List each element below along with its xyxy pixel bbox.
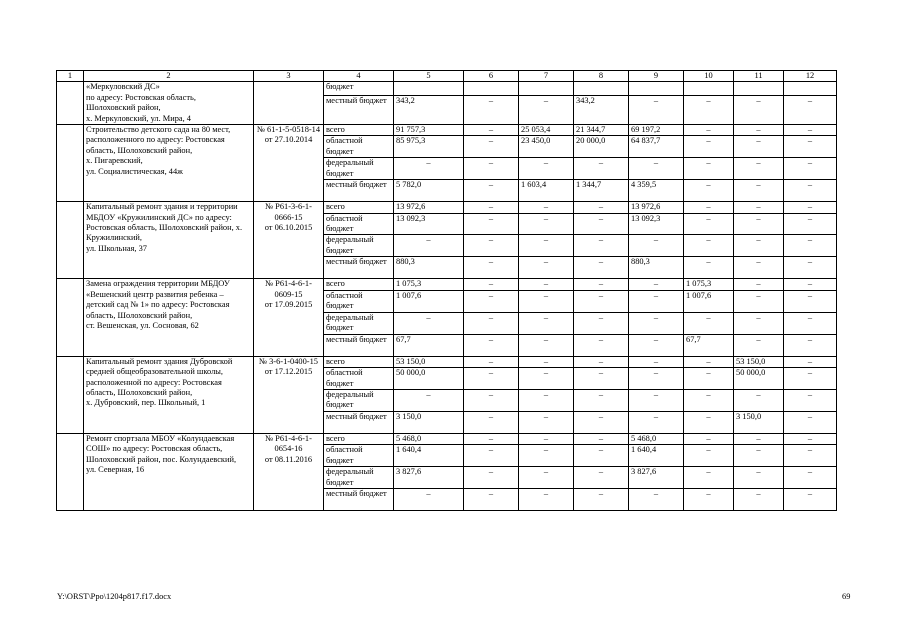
- registration-cell: № Р61-4-6-1- 0654-16 от 08.11.2016: [254, 433, 324, 510]
- amount-cell: –: [519, 202, 574, 213]
- table-row: [57, 433, 837, 444]
- amount-cell: –: [734, 125, 784, 136]
- amount-cell: –: [784, 180, 837, 202]
- header-cell: 5: [394, 71, 464, 82]
- amount-cell: 1 007,6: [394, 290, 464, 312]
- amount-cell: –: [734, 235, 784, 257]
- header-cell: 2: [84, 71, 254, 82]
- row-number-cell: [57, 279, 84, 356]
- amount-cell: –: [519, 279, 574, 290]
- amount-cell: –: [519, 158, 574, 180]
- amount-cell: –: [464, 389, 519, 411]
- amount-cell: –: [684, 180, 734, 202]
- row-number-cell: [57, 125, 84, 202]
- amount-cell: –: [684, 125, 734, 136]
- amount-cell: –: [519, 334, 574, 356]
- amount-cell: –: [574, 202, 629, 213]
- amount-cell: –: [629, 235, 684, 257]
- amount-cell: –: [684, 489, 734, 511]
- amount-cell: –: [629, 96, 684, 125]
- amount-cell: –: [684, 467, 734, 489]
- amount-cell: 25 053,4: [519, 125, 574, 136]
- amount-cell: –: [464, 257, 519, 279]
- amount-cell: –: [519, 389, 574, 411]
- budget-source-cell: местный бюджет: [324, 411, 394, 433]
- registration-cell: [254, 82, 324, 125]
- amount-cell: –: [784, 368, 837, 390]
- amount-cell: 1 344,7: [574, 180, 629, 202]
- budget-source-cell: областной бюджет: [324, 368, 394, 390]
- amount-cell: –: [574, 235, 629, 257]
- amount-cell: –: [684, 411, 734, 433]
- amount-cell: 5 468,0: [629, 433, 684, 444]
- amount-cell: –: [734, 433, 784, 444]
- amount-cell: –: [464, 433, 519, 444]
- amount-cell: –: [734, 158, 784, 180]
- amount-cell: –: [574, 389, 629, 411]
- amount-cell: 343,2: [394, 96, 464, 125]
- amount-cell: –: [684, 136, 734, 158]
- budget-source-cell: всего: [324, 125, 394, 136]
- table-row: [57, 202, 837, 213]
- amount-cell: 21 344,7: [574, 125, 629, 136]
- amount-cell: –: [684, 356, 734, 367]
- amount-cell: 13 092,3: [394, 213, 464, 235]
- amount-cell: –: [574, 334, 629, 356]
- amount-cell: –: [519, 96, 574, 125]
- budget-source-cell: федеральный бюджет: [324, 158, 394, 180]
- budget-source-cell: федеральный бюджет: [324, 467, 394, 489]
- row-number-cell: [57, 202, 84, 279]
- amount-cell: –: [684, 213, 734, 235]
- amount-cell: 64 837,7: [629, 136, 684, 158]
- budget-source-cell: федеральный бюджет: [324, 389, 394, 411]
- amount-cell: 20 000,0: [574, 136, 629, 158]
- header-cell: 7: [519, 71, 574, 82]
- amount-cell: –: [574, 489, 629, 511]
- object-name-cell: Ремонт спортзала МБОУ «Колундаевская СОШ» по адресу: Ростовская область, Шолоховский район, пос. Колундаевский, ул. Северная, 16: [84, 433, 254, 510]
- amount-cell: –: [574, 356, 629, 367]
- amount-cell: –: [574, 312, 629, 334]
- amount-cell: –: [629, 389, 684, 411]
- amount-cell: –: [574, 257, 629, 279]
- amount-cell: –: [734, 180, 784, 202]
- amount-cell: 1 075,3: [394, 279, 464, 290]
- registration-cell: № Р61-4-6-1- 0609-15 от 17.09.2015: [254, 279, 324, 356]
- amount-cell: –: [784, 389, 837, 411]
- amount-cell: –: [519, 489, 574, 511]
- amount-cell: 880,3: [394, 257, 464, 279]
- amount-cell: –: [784, 213, 837, 235]
- header-cell: 9: [629, 71, 684, 82]
- amount-cell: –: [784, 158, 837, 180]
- amount-cell: 13 972,6: [394, 202, 464, 213]
- amount-cell: –: [784, 334, 837, 356]
- header-cell: 3: [254, 71, 324, 82]
- amount-cell: 3 827,6: [394, 467, 464, 489]
- budget-source-cell: всего: [324, 433, 394, 444]
- registration-cell: № Р61-3-6-1- 0666-15 от 06.10.2015: [254, 202, 324, 279]
- amount-cell: –: [464, 290, 519, 312]
- amount-cell: –: [784, 257, 837, 279]
- amount-cell: 50 000,0: [394, 368, 464, 390]
- amount-cell: 53 150,0: [394, 356, 464, 367]
- budget-source-cell: всего: [324, 356, 394, 367]
- amount-cell: –: [464, 368, 519, 390]
- amount-cell: –: [784, 433, 837, 444]
- amount-cell: –: [574, 290, 629, 312]
- amount-cell: –: [629, 334, 684, 356]
- amount-cell: –: [629, 489, 684, 511]
- row-number-cell: [57, 82, 84, 125]
- header-row: [57, 71, 837, 82]
- amount-cell: –: [519, 312, 574, 334]
- amount-cell: –: [519, 368, 574, 390]
- amount-cell: –: [684, 202, 734, 213]
- amount-cell: –: [734, 96, 784, 125]
- amount-cell: [464, 82, 519, 96]
- amount-cell: –: [464, 136, 519, 158]
- amount-cell: 1 640,4: [629, 445, 684, 467]
- amount-cell: –: [464, 356, 519, 367]
- row-number-cell: [57, 356, 84, 433]
- amount-cell: [574, 82, 629, 96]
- amount-cell: –: [519, 257, 574, 279]
- amount-cell: 1 007,6: [684, 290, 734, 312]
- amount-cell: 91 757,3: [394, 125, 464, 136]
- amount-cell: –: [784, 136, 837, 158]
- budget-source-cell: местный бюджет: [324, 489, 394, 511]
- budget-source-cell: областной бюджет: [324, 136, 394, 158]
- amount-cell: –: [684, 96, 734, 125]
- object-name-cell: Капитальный ремонт здания и территории МБДОУ «Кружилинский ДС» по адресу: Ростовская область, Шолоховский район, х. Кружилинский, ул. Школьная, 37: [84, 202, 254, 279]
- amount-cell: –: [464, 125, 519, 136]
- amount-cell: –: [684, 312, 734, 334]
- budget-table: [56, 70, 837, 511]
- amount-cell: –: [464, 467, 519, 489]
- amount-cell: –: [574, 158, 629, 180]
- header-cell: 10: [684, 71, 734, 82]
- amount-cell: –: [464, 279, 519, 290]
- amount-cell: –: [464, 180, 519, 202]
- amount-cell: –: [519, 467, 574, 489]
- amount-cell: –: [784, 356, 837, 367]
- budget-source-cell: федеральный бюджет: [324, 235, 394, 257]
- amount-cell: –: [519, 356, 574, 367]
- amount-cell: –: [464, 312, 519, 334]
- amount-cell: –: [464, 213, 519, 235]
- amount-cell: –: [784, 411, 837, 433]
- header-cell: 6: [464, 71, 519, 82]
- table-row: [57, 125, 837, 136]
- header-cell: 4: [324, 71, 394, 82]
- amount-cell: –: [574, 445, 629, 467]
- amount-cell: [784, 82, 837, 96]
- amount-cell: –: [684, 445, 734, 467]
- file-path: Y:\ORST\Ppo\1204p817.f17.docx: [57, 592, 172, 601]
- amount-cell: –: [574, 279, 629, 290]
- amount-cell: 67,7: [684, 334, 734, 356]
- amount-cell: 5 468,0: [394, 433, 464, 444]
- amount-cell: –: [629, 368, 684, 390]
- amount-cell: –: [784, 235, 837, 257]
- amount-cell: –: [519, 213, 574, 235]
- table-row: [57, 279, 837, 290]
- amount-cell: [684, 82, 734, 96]
- amount-cell: –: [784, 445, 837, 467]
- amount-cell: –: [464, 489, 519, 511]
- amount-cell: –: [734, 312, 784, 334]
- amount-cell: –: [464, 334, 519, 356]
- amount-cell: –: [734, 467, 784, 489]
- amount-cell: –: [464, 445, 519, 467]
- budget-source-cell: всего: [324, 279, 394, 290]
- table-row: [57, 82, 837, 96]
- amount-cell: 3 150,0: [394, 411, 464, 433]
- amount-cell: –: [629, 158, 684, 180]
- amount-cell: –: [684, 389, 734, 411]
- amount-cell: –: [734, 136, 784, 158]
- amount-cell: –: [394, 389, 464, 411]
- budget-source-cell: местный бюджет: [324, 180, 394, 202]
- amount-cell: –: [574, 368, 629, 390]
- amount-cell: 1 075,3: [684, 279, 734, 290]
- amount-cell: 343,2: [574, 96, 629, 125]
- amount-cell: 67,7: [394, 334, 464, 356]
- amount-cell: –: [519, 445, 574, 467]
- amount-cell: –: [519, 235, 574, 257]
- amount-cell: [394, 82, 464, 96]
- amount-cell: –: [629, 411, 684, 433]
- amount-cell: –: [684, 257, 734, 279]
- object-name-cell: Капитальный ремонт здания Дубровской средней общеобразовательной школы, расположенной по адресу: Ростовская область, Шолоховский район, х. Дубровский, пер. Школьный, 1: [84, 356, 254, 433]
- amount-cell: –: [784, 290, 837, 312]
- amount-cell: –: [734, 257, 784, 279]
- budget-source-cell: местный бюджет: [324, 257, 394, 279]
- amount-cell: –: [684, 235, 734, 257]
- amount-cell: –: [784, 279, 837, 290]
- amount-cell: –: [394, 489, 464, 511]
- amount-cell: –: [464, 235, 519, 257]
- amount-cell: –: [784, 96, 837, 125]
- amount-cell: 5 782,0: [394, 180, 464, 202]
- budget-source-cell: областной бюджет: [324, 213, 394, 235]
- amount-cell: –: [684, 368, 734, 390]
- header-cell: 1: [57, 71, 84, 82]
- amount-cell: –: [629, 279, 684, 290]
- registration-cell: № 61-1-5-0518-14 от 27.10.2014: [254, 125, 324, 202]
- amount-cell: 3 827,6: [629, 467, 684, 489]
- amount-cell: 23 450,0: [519, 136, 574, 158]
- amount-cell: –: [734, 202, 784, 213]
- amount-cell: –: [394, 235, 464, 257]
- amount-cell: –: [394, 158, 464, 180]
- table-row: [57, 356, 837, 367]
- amount-cell: –: [684, 433, 734, 444]
- header-cell: 8: [574, 71, 629, 82]
- amount-cell: –: [574, 433, 629, 444]
- amount-cell: –: [734, 213, 784, 235]
- amount-cell: –: [684, 158, 734, 180]
- amount-cell: –: [784, 312, 837, 334]
- amount-cell: –: [519, 411, 574, 433]
- amount-cell: 13 972,6: [629, 202, 684, 213]
- amount-cell: 1 603,4: [519, 180, 574, 202]
- object-name-cell: Строительство детского сада на 80 мест, расположенного по адресу: Ростовская область, Шолоховский район, х. Пигаревский, ул. Социалистическая, 44ж: [84, 125, 254, 202]
- amount-cell: –: [734, 489, 784, 511]
- amount-cell: [734, 82, 784, 96]
- amount-cell: –: [574, 411, 629, 433]
- amount-cell: –: [519, 290, 574, 312]
- amount-cell: –: [574, 467, 629, 489]
- amount-cell: 880,3: [629, 257, 684, 279]
- row-number-cell: [57, 433, 84, 510]
- budget-source-cell: местный бюджет: [324, 334, 394, 356]
- amount-cell: –: [464, 411, 519, 433]
- amount-cell: –: [734, 445, 784, 467]
- amount-cell: 53 150,0: [734, 356, 784, 367]
- amount-cell: 50 000,0: [734, 368, 784, 390]
- header-cell: 12: [784, 71, 837, 82]
- amount-cell: –: [734, 334, 784, 356]
- header-cell: 11: [734, 71, 784, 82]
- object-name-cell: «Меркуловский ДС» по адресу: Ростовская область, Шолоховский район, х. Меркуловский, ул. Мира, 4: [84, 82, 254, 125]
- object-name-cell: Замена ограждения территории МБДОУ «Вешенский центр развития ребенка – детский сад № 1» по адресу: Ростовская область, Шолоховский район, ст. Вешенская, ул. Сосновая, 62: [84, 279, 254, 356]
- amount-cell: 13 092,3: [629, 213, 684, 235]
- amount-cell: –: [629, 290, 684, 312]
- amount-cell: –: [574, 213, 629, 235]
- amount-cell: 1 640,4: [394, 445, 464, 467]
- budget-source-cell: бюджет: [324, 82, 394, 96]
- amount-cell: 85 975,3: [394, 136, 464, 158]
- amount-cell: –: [464, 96, 519, 125]
- amount-cell: –: [464, 158, 519, 180]
- amount-cell: –: [734, 389, 784, 411]
- budget-source-cell: областной бюджет: [324, 445, 394, 467]
- page-number: 69: [842, 592, 851, 601]
- budget-source-cell: местный бюджет: [324, 96, 394, 125]
- amount-cell: 4 359,5: [629, 180, 684, 202]
- budget-source-cell: всего: [324, 202, 394, 213]
- budget-source-cell: областной бюджет: [324, 290, 394, 312]
- amount-cell: –: [629, 356, 684, 367]
- amount-cell: [629, 82, 684, 96]
- amount-cell: –: [464, 202, 519, 213]
- amount-cell: –: [734, 279, 784, 290]
- amount-cell: –: [784, 467, 837, 489]
- registration-cell: № 3-6-1-0400-15 от 17.12.2015: [254, 356, 324, 433]
- amount-cell: [519, 82, 574, 96]
- amount-cell: –: [629, 312, 684, 334]
- amount-cell: –: [784, 125, 837, 136]
- amount-cell: 69 197,2: [629, 125, 684, 136]
- amount-cell: 3 150,0: [734, 411, 784, 433]
- amount-cell: –: [519, 433, 574, 444]
- budget-source-cell: федеральный бюджет: [324, 312, 394, 334]
- amount-cell: –: [734, 290, 784, 312]
- amount-cell: –: [784, 202, 837, 213]
- amount-cell: –: [784, 489, 837, 511]
- amount-cell: –: [394, 312, 464, 334]
